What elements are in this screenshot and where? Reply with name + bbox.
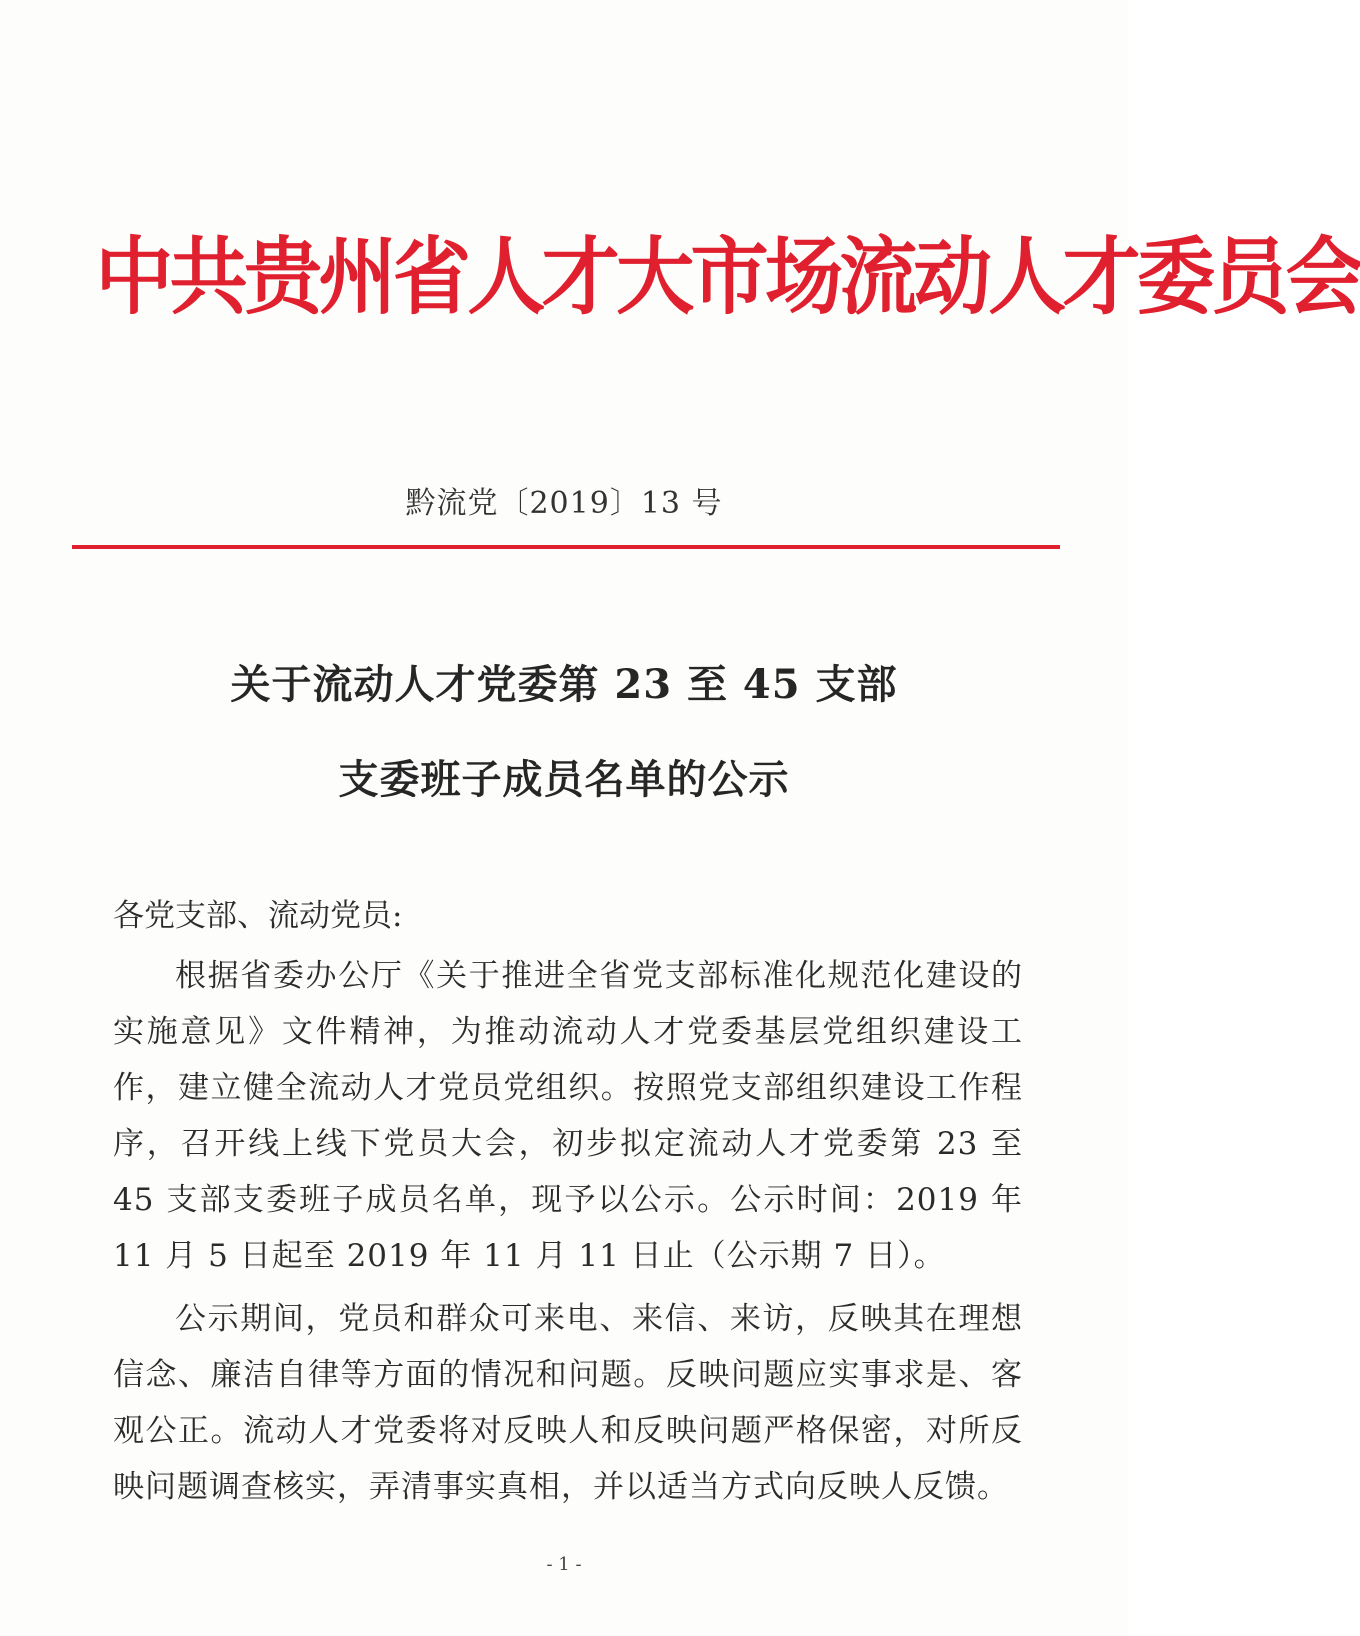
body-paragraph-2: 公示期间，党员和群众可来电、来信、来访，反映其在理想信念、廉洁自律等方面的情况和问题。反映问题应实事求是、客观公正。流动人才党委将对反映人和反映问题严格保密，对所反映问题调查核实，弄清事实真相，并以适当方式向反映人反馈。: [113, 1301, 1023, 1505]
document-title-line-1: 关于流动人才党委第 23 至 45 支部: [230, 661, 898, 708]
document-title-line-2: 支委班子成员名单的公示: [338, 756, 790, 803]
page-number: - 1 -: [546, 1554, 582, 1575]
org-header-title: 中共贵州省人才大市场流动人才委员会: [95, 228, 1360, 326]
salutation: 各党支部、流动党员:: [113, 898, 403, 934]
body-paragraph-1: 根据省委办公厅《关于推进全省党支部标准化规范化建设的实施意见》文件精神，为推动流动人才党委基层党组织建设工作，建立健全流动人才党员党组织。按照党支部组织建设工作程序，召开线上线下党员大会，初步拟定流动人才党委第 23 至 45 支部支委班子成员名单，现予以公示。公示时间：2019 年 11 月 5 日起至 2019 年 11 月 11 日止（公示期 7 日）。: [113, 958, 1023, 1274]
document-number: 黔流党〔2019〕13 号: [405, 486, 723, 521]
red-divider-line: [72, 545, 1060, 549]
